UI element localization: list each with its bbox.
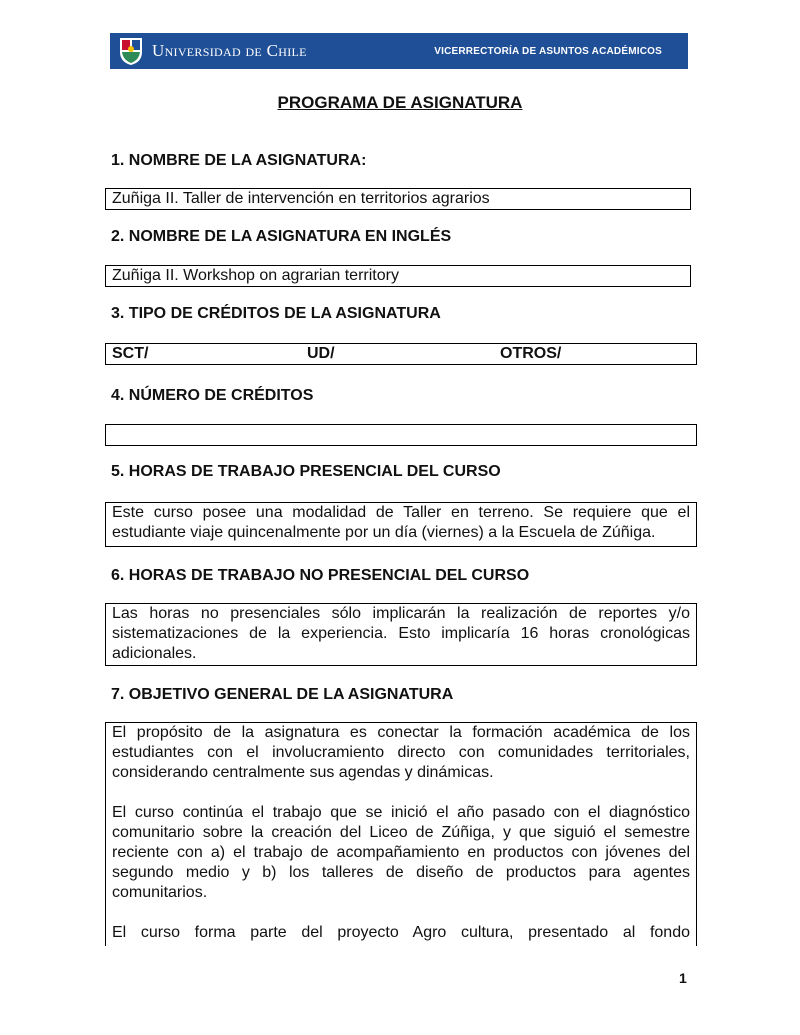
- section-4-heading: 4. NÚMERO DE CRÉDITOS: [111, 387, 314, 404]
- objective-paragraph-3: [112, 923, 690, 943]
- credit-type-row: [112, 344, 690, 363]
- section-6-heading: 6. HORAS DE TRABAJO NO PRESENCIAL DEL CURSO: [111, 567, 530, 584]
- objective-line: comunitarios.: [112, 884, 208, 901]
- section-5-heading: 5. HORAS DE TRABAJO PRESENCIAL DEL CURSO: [111, 463, 501, 480]
- objective-line: reciente con a) el trabajo de acompañamiento en productos con jóvenes del: [112, 844, 690, 861]
- objective-line: El curso continúa el trabajo que se inició el año pasado con el diagnóstico: [112, 804, 690, 821]
- department-name: VICERRECTORÍA DE ASUNTOS ACADÉMICOS: [434, 45, 662, 57]
- section-6-line: Las horas no presenciales sólo implicarán la realización de reportes y/o: [112, 605, 690, 622]
- credit-type-ud: UD/: [307, 345, 335, 362]
- university-brand: [110, 33, 307, 69]
- section-6-line: sistematizaciones de la experiencia. Esto implicaría 16 horas cronológicas: [112, 625, 690, 642]
- section-7-heading: 7. OBJETIVO GENERAL DE LA ASIGNATURA: [111, 686, 454, 703]
- objective-line: estudiantes con el involucramiento directo con comunidades territoriales,: [112, 744, 690, 761]
- section-5-line: estudiante viaje quincenalmente por un día (viernes) a la Escuela de Zúñiga.: [112, 524, 656, 541]
- objective-line: segundo medio y b) los talleres de diseño de productos para agentes: [112, 864, 690, 881]
- section-2-heading: 2. NOMBRE DE LA ASIGNATURA EN INGLÉS: [111, 228, 452, 245]
- section-6-box: [105, 603, 697, 666]
- section-2-box: [105, 265, 691, 287]
- section-5-line: Este curso posee una modalidad de Taller en terreno. Se requiere que el: [112, 504, 690, 521]
- objective-line: El propósito de la asignatura es conectar la formación académica de los: [112, 724, 690, 741]
- objective-paragraph-2: [112, 803, 690, 903]
- section-6-line: adicionales.: [112, 645, 197, 662]
- header-banner: [110, 33, 688, 69]
- objective-line: El curso forma parte del proyecto Agro cultura, presentado al fondo: [112, 924, 690, 941]
- document-title: PROGRAMA DE ASIGNATURA: [277, 93, 523, 112]
- page-number: 1: [679, 970, 687, 986]
- section-3-box: [105, 343, 697, 365]
- objective-line: comunitario sobre la creación del Liceo de Zúñiga, y que siguió el semestre: [112, 824, 690, 841]
- credit-type-sct: SCT/: [112, 345, 149, 362]
- section-1-heading: 1. NOMBRE DE LA ASIGNATURA:: [111, 152, 367, 169]
- course-name-english-value: Zuñiga II. Workshop on agrarian territory: [112, 267, 399, 284]
- section-1-box: [105, 188, 691, 210]
- university-crest-icon: [118, 36, 144, 66]
- objective-line: considerando centralmente sus agendas y dinámicas.: [112, 764, 494, 781]
- credit-type-otros: OTROS/: [500, 345, 562, 362]
- course-name-value: Zuñiga II. Taller de intervención en territorios agrarios: [112, 190, 490, 207]
- university-name: Universidad de Chile: [152, 41, 307, 60]
- section-4-box: [105, 424, 697, 446]
- section-3-heading: 3. TIPO DE CRÉDITOS DE LA ASIGNATURA: [111, 305, 441, 322]
- objective-paragraph-1: [112, 723, 690, 783]
- section-7-box: [105, 722, 697, 946]
- section-5-box: [105, 502, 697, 547]
